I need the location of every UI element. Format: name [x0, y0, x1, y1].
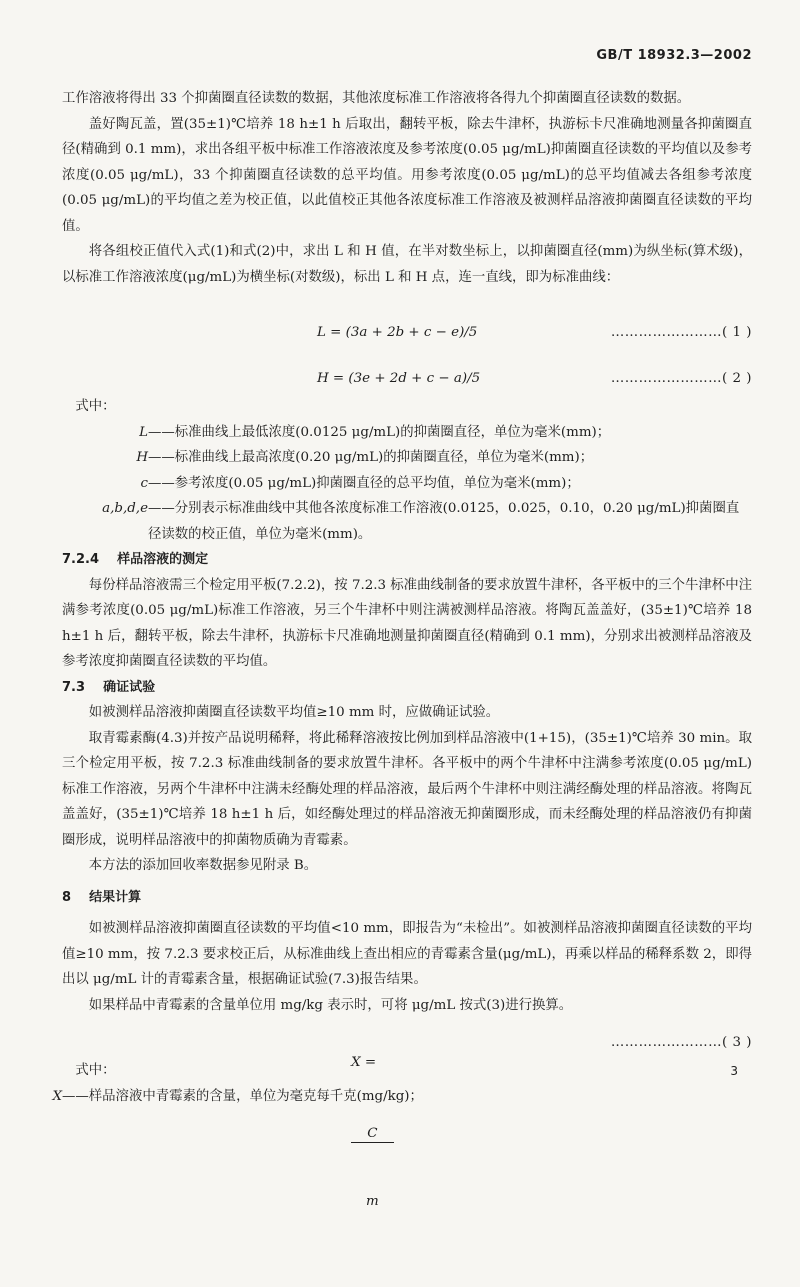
standard-code: GB/T 18932.3—2002 [596, 48, 752, 63]
definition-text: ——标准曲线上最低浓度(0.0125 μg/mL)的抑菌圈直径，单位为毫米(mm)； [148, 424, 611, 440]
page-number: 3 [730, 1064, 738, 1078]
definition-symbol: a,b,d,e [102, 501, 148, 516]
body-text [62, 86, 752, 290]
definition-item [62, 496, 752, 547]
definition-item [62, 471, 752, 497]
section-number: 7.3 [62, 679, 86, 695]
formula-2-number: ……………………( 2 ) [610, 371, 752, 386]
paragraph-result-report: 如被测样品溶液抑菌圈直径读数的平均值<10 mm，即报告为“未检出”。如被测样品溶液抑菌圈直径读数的平均值≥10 mm，按 7.2.3 要求校正后，从标准曲线上查出相应的青霉素含量(μg/mL)，再乘以样品的稀释系数 2，即得出以 μg/mL 计的青霉素含量，根据确证试验(7.3)报告结果。 [62, 921, 752, 987]
definition-symbol: L [139, 424, 148, 440]
definition-symbol: X [52, 1088, 62, 1104]
definition-symbol: c [140, 475, 148, 491]
definition-symbol: H [136, 450, 148, 465]
section-title: 样品溶液的测定 [117, 552, 209, 567]
definition-item [62, 420, 752, 446]
section-7-2-4-heading [62, 547, 752, 573]
paragraph-incubation: 盖好陶瓦盖，置(35±1)℃培养 18 h±1 h 后取出，翻转平板，除去牛津杯，执游标卡尺准确地测量各抑菌圈直径(精确到 0.1 mm)，求出各组平板中标准工作溶液浓度及参考浓度(0.05 μg/mL)抑菌圈直径读数的平均值以及参考浓度(0.05 μg/mL)，33 个抑菌圈直径读数的总平均值。用参考浓度(0.05 μg/mL)的总平均值减去各组参考浓度(0.05 μg/mL)的平均值之差为校正值，以此值校正其他各浓度标准工作溶液及被测样品溶液抑菌圈直径读数的平均值。 [62, 116, 752, 234]
definition-text: ——分别表示标准曲线中其他各浓度标准工作溶液(0.0125，0.025，0.10，0.20 μg/mL)抑菌圈直径读数的校正值，单位为毫米(mm)。 [148, 501, 740, 542]
formula-3-numerator: C [351, 1126, 394, 1143]
paragraph-unit-conversion: 如果样品中青霉素的含量单位用 mg/kg 表示时，可将 μg/mL 按式(3)进行换算。 [88, 997, 573, 1013]
paragraph-continued: 工作溶液将得出 33 个抑菌圈直径读数的数据，其他浓度标准工作溶液将各得九个抑菌圈直径读数的数据。 [62, 91, 691, 106]
formula-2 [62, 366, 752, 392]
paragraph-confirm-condition: 如被测样品溶液抑菌圈直径读数平均值≥10 mm 时，应做确证试验。 [88, 705, 500, 720]
formula-3-expression [317, 1024, 394, 1287]
section-title: 结果计算 [89, 889, 142, 905]
formula-3-number: ……………………( 3 ) [610, 1035, 752, 1050]
definition-text: ——标准曲线上最高浓度(0.20 μg/mL)的抑菌圈直径，单位为毫米(mm)； [148, 450, 594, 465]
where-label: 式中： [75, 399, 116, 414]
formula-1-number: ……………………( 1 ) [610, 325, 752, 340]
definition-text: ——样品溶液中青霉素的含量，单位为毫克每千克(mg/kg)； [62, 1088, 423, 1104]
formula-3-fraction [351, 1075, 394, 1261]
where-label-2: 式中： [75, 1063, 116, 1078]
variable-definitions [52, 394, 752, 1209]
paragraph-recovery-note: 本方法的添加回收率数据参见附录 B。 [88, 858, 318, 873]
definition-text: ——参考浓度(0.05 μg/mL)抑菌圈直径的总平均值，单位为毫米(mm)； [148, 475, 580, 491]
paragraph-standard-curve: 将各组校正值代入式(1)和式(2)中，求出 L 和 H 值，在半对数坐标上，以抑菌圈直径(mm)为纵坐标(算术级)，以标准工作溶液浓度(μg/mL)为横坐标(对数级)，标出 L 和 H 点，连一直线，即为标准曲线： [62, 244, 752, 285]
definition-list-2 [52, 1084, 752, 1110]
formula-3-denominator: m [366, 1194, 379, 1209]
paragraph-confirm-procedure: 取青霉素酶(4.3)并按产品说明稀释，将此稀释溶液按比例加到样品溶液中(1+15)，(35±1)℃培养 30 min。取三个检定用平板，按 7.2.3 标准曲线制备的要求放置牛津杯。各平板中的两个牛津杯中注满参考浓度(0.05 μg/mL)标准工作溶液，另两个牛津杯中注满未经酶处理的样品溶液，最后两个牛津杯中则注满经酶处理的样品溶液。将陶瓦盖盖好，(35±1)℃培养 18 h±1 h 后，如经酶处理过的样品溶液无抑菌圈形成，而未经酶处理的样品溶液仍有抑菌圈形成，说明样品溶液中的抑菌物质确为青霉素。 [62, 730, 752, 848]
definition-item [62, 445, 752, 471]
formula-3-lhs: X = [351, 1054, 377, 1070]
section-number: 7.2.4 [62, 552, 100, 567]
definition-list [62, 420, 752, 548]
formula-1-expression: L = (3a + 2b + c − e)/5 [317, 325, 478, 340]
formula-2-expression: H = (3e + 2d + c − a)/5 [317, 371, 481, 386]
section-number: 8 [62, 889, 72, 905]
section-8-heading [62, 885, 752, 911]
formula-1 [62, 320, 752, 346]
section-title: 确证试验 [103, 679, 156, 695]
section-7-3-heading [62, 675, 752, 701]
paragraph-sample-test: 每份样品溶液需三个检定用平板(7.2.2)，按 7.2.3 标准曲线制备的要求放置牛津杯，各平板中的三个牛津杯中注满参考浓度(0.05 μg/mL)标准工作溶液，另三个牛津杯中则注满被测样品溶液。将陶瓦盖盖好，(35±1)℃培养 18 h±1 h 后，翻转平板，除去牛津杯，执游标卡尺准确地测量抑菌圈直径(精确到 0.1 mm)，分别求出被测样品溶液及参考浓度抑菌圈直径读数的平均值。 [62, 577, 752, 669]
